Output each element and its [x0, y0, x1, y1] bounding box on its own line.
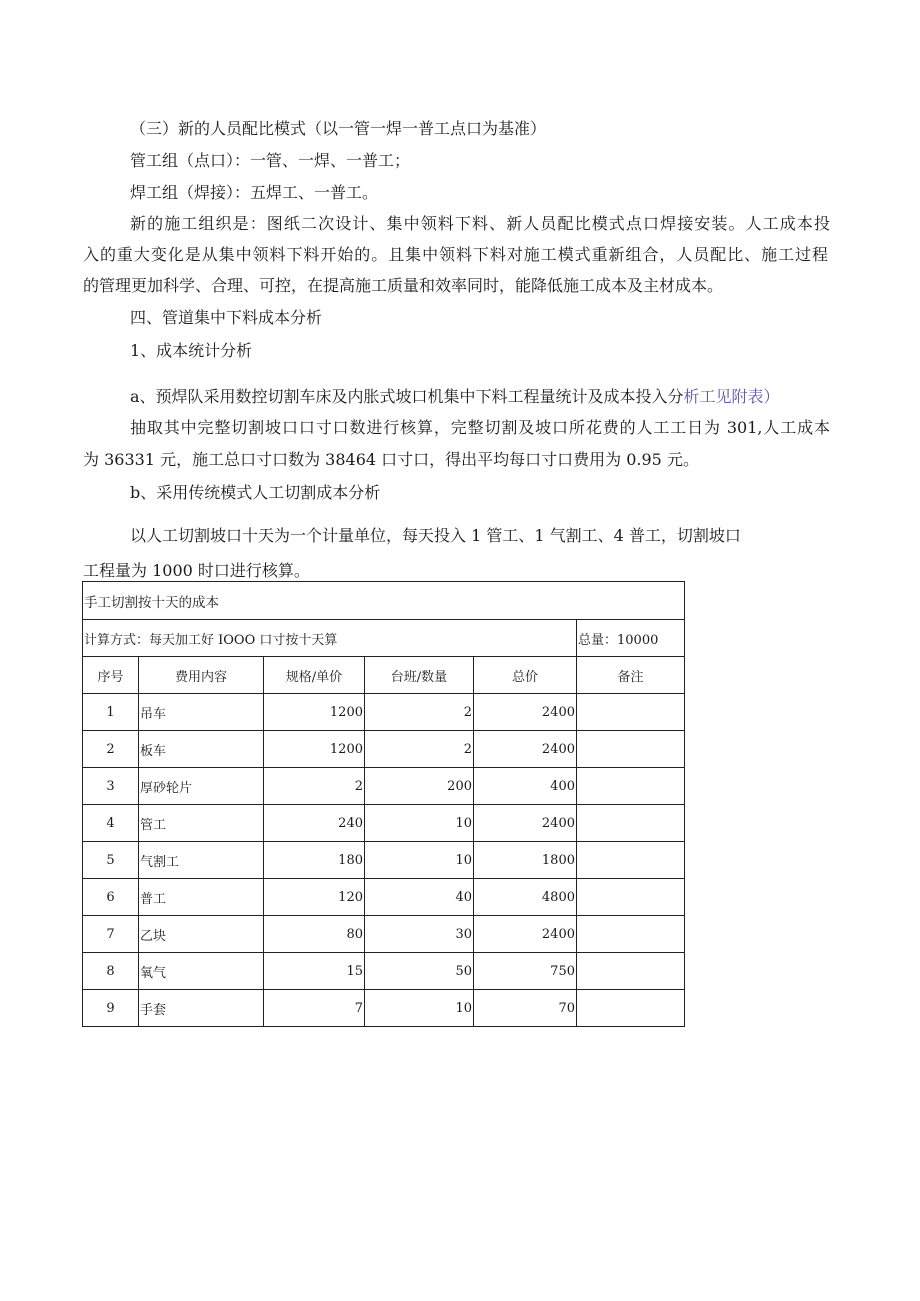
cell-total: 70 — [474, 990, 577, 1027]
cell-qty: 10 — [365, 805, 474, 842]
cell-price: 240 — [264, 805, 365, 842]
paragraph-b2-line-1: 以人工切割坡口十天为一个计量单位，每天投入 1 管工、1 气割工、4 普工，切割坡口 — [130, 526, 741, 545]
pipe-crew-text: 管工组（点口）：一管、一焊、一普工； — [130, 151, 411, 170]
section-4-heading: 四、管道集中下料成本分析 — [130, 308, 323, 327]
subsection-1-heading: 1、成本统计分析 — [130, 341, 253, 360]
cell-item: 厚砂轮片 — [139, 768, 264, 805]
cost-table — [82, 581, 685, 1027]
cell-qty: 2 — [365, 694, 474, 731]
table-body — [83, 694, 685, 1027]
cell-no: 3 — [83, 768, 139, 805]
cell-note — [577, 842, 685, 879]
cell-total: 1800 — [474, 842, 577, 879]
org-paragraph-line-2: 入的重大变化是从集中领料下料开始的。且集中领料下料对施工模式重新组合，人员配比、施工过程 — [83, 245, 828, 264]
cell-no: 9 — [83, 990, 139, 1027]
cell-item: 气割工 — [139, 842, 264, 879]
header-item: 费用内容 — [139, 657, 264, 694]
table-calc-row — [83, 620, 685, 657]
cell-total: 2400 — [474, 731, 577, 768]
calc-method: 计算方式：每天加工好 IOOO 口寸按十天算 — [83, 620, 577, 657]
cell-price: 1200 — [264, 694, 365, 731]
table-row — [83, 805, 685, 842]
cell-item: 吊车 — [139, 694, 264, 731]
cell-price: 15 — [264, 953, 365, 990]
table-row — [83, 694, 685, 731]
table-row — [83, 953, 685, 990]
cell-no: 1 — [83, 694, 139, 731]
cell-total: 2400 — [474, 916, 577, 953]
org-paragraph-line-3: 的管理更加科学、合理、可控，在提高施工质量和效率同时，能降低施工成本及主材成本。 — [83, 276, 724, 295]
cell-item: 板车 — [139, 731, 264, 768]
cell-qty: 10 — [365, 990, 474, 1027]
paragraph-b2-line-2: 工程量为 1000 时口进行核算。 — [83, 561, 310, 580]
appendix-reference: 析工见附表） — [683, 387, 780, 406]
total-quantity: 总量：10000 — [577, 620, 685, 657]
paragraph-a2-line-2: 为 36331 元，施工总口寸口数为 38464 口寸口，得出平均每口寸口费用为 0.95 元。 — [83, 450, 699, 469]
cell-price: 120 — [264, 879, 365, 916]
cell-price: 80 — [264, 916, 365, 953]
cell-qty: 2 — [365, 731, 474, 768]
cell-note — [577, 731, 685, 768]
cell-price: 2 — [264, 768, 365, 805]
table-row — [83, 916, 685, 953]
cell-item: 乙块 — [139, 916, 264, 953]
table-header-row — [83, 657, 685, 694]
header-note: 备注 — [577, 657, 685, 694]
cell-total: 2400 — [474, 805, 577, 842]
cell-item: 氧气 — [139, 953, 264, 990]
cell-price: 7 — [264, 990, 365, 1027]
cell-item: 管工 — [139, 805, 264, 842]
cell-total: 400 — [474, 768, 577, 805]
cell-qty: 40 — [365, 879, 474, 916]
cell-note — [577, 879, 685, 916]
header-no: 序号 — [83, 657, 139, 694]
cell-item: 普工 — [139, 879, 264, 916]
cell-no: 2 — [83, 731, 139, 768]
cell-note — [577, 953, 685, 990]
cell-total: 2400 — [474, 694, 577, 731]
cell-note — [577, 916, 685, 953]
table-title: 手工切割按十天的成本 — [83, 582, 685, 620]
paragraph-a — [130, 387, 830, 407]
cell-qty: 200 — [365, 768, 474, 805]
cell-qty: 10 — [365, 842, 474, 879]
header-total: 总价 — [474, 657, 577, 694]
cell-no: 6 — [83, 879, 139, 916]
paragraph-a-text: a、预焊队采用数控切割车床及内胀式坡口机集中下料工程量统计及成本投入分 — [130, 387, 684, 406]
cell-total: 750 — [474, 953, 577, 990]
cell-note — [577, 990, 685, 1027]
table-row — [83, 990, 685, 1027]
cell-no: 5 — [83, 842, 139, 879]
cell-qty: 30 — [365, 916, 474, 953]
table-title-row — [83, 582, 685, 620]
header-price: 规格/单价 — [264, 657, 365, 694]
cell-no: 7 — [83, 916, 139, 953]
weld-crew-text: 焊工组（焊接）：五焊工、一普工。 — [130, 183, 379, 202]
section-3-heading: （三）新的人员配比模式（以一管一焊一普工点口为基准） — [130, 119, 547, 138]
table-row — [83, 768, 685, 805]
org-paragraph-line-1: 新的施工组织是：图纸二次设计、集中领料下料、新人员配比模式点口焊接安装。人工成本投 — [130, 214, 830, 233]
cell-note — [577, 768, 685, 805]
cell-qty: 50 — [365, 953, 474, 990]
header-qty: 台班/数量 — [365, 657, 474, 694]
cell-note — [577, 805, 685, 842]
cell-item: 手套 — [139, 990, 264, 1027]
cell-no: 8 — [83, 953, 139, 990]
table-row — [83, 731, 685, 768]
table-row — [83, 842, 685, 879]
cell-price: 180 — [264, 842, 365, 879]
cell-no: 4 — [83, 805, 139, 842]
cell-note — [577, 694, 685, 731]
paragraph-a2-line-1: 抽取其中完整切割坡口口寸口数进行核算，完整切割及坡口所花费的人工工日为 301,人工成本 — [130, 418, 830, 437]
cell-total: 4800 — [474, 879, 577, 916]
cell-price: 1200 — [264, 731, 365, 768]
paragraph-b-heading: b、采用传统模式人工切割成本分析 — [130, 483, 381, 502]
table-row — [83, 879, 685, 916]
